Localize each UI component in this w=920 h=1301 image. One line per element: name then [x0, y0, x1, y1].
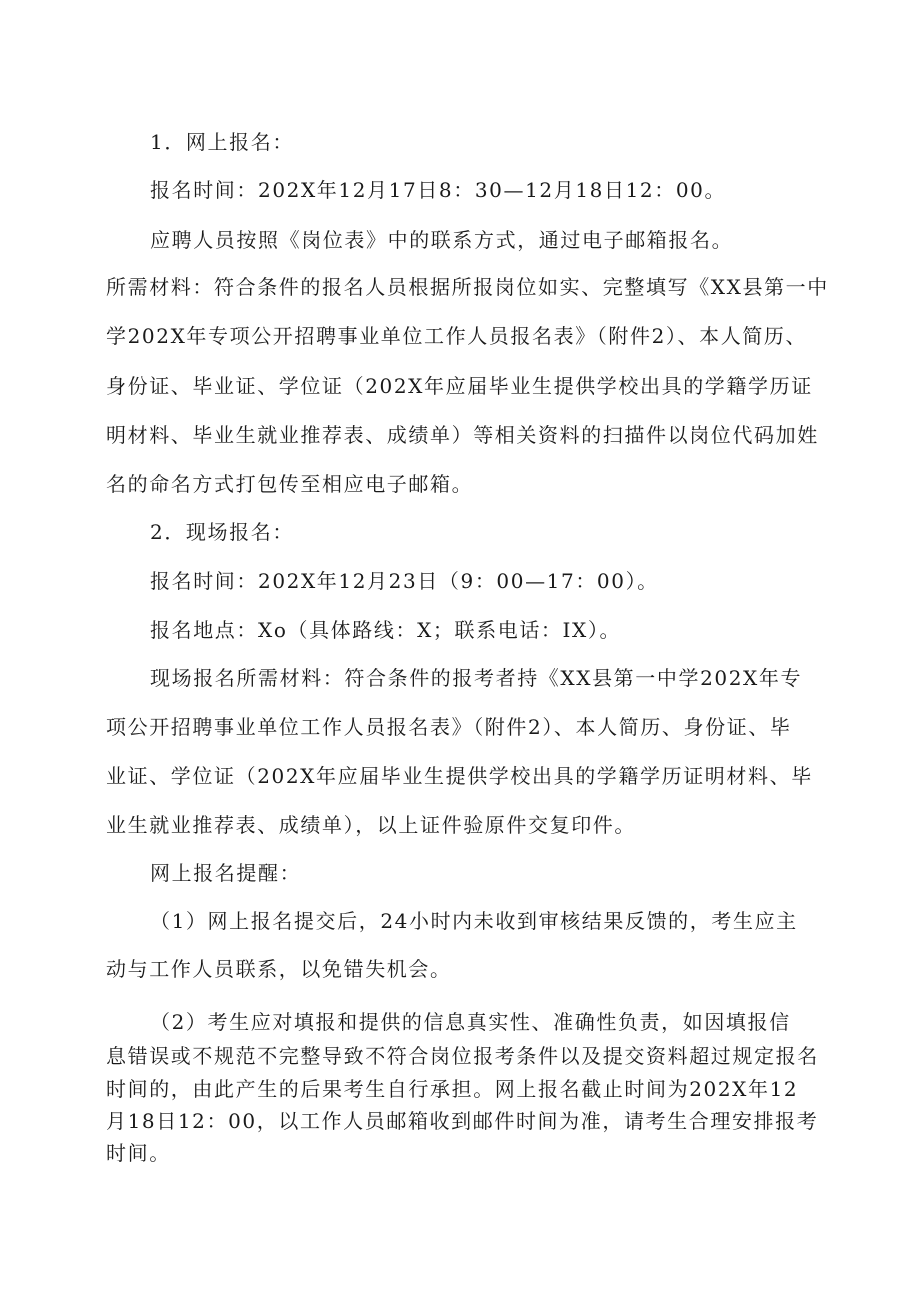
reminder-item-2-line: 时间。	[106, 1141, 171, 1165]
onsite-materials-line: 项公开招聘事业单位工作人员报名表》（附件2）、本人简历、身份证、毕	[106, 715, 792, 739]
onsite-materials-line: 业生就业推荐表、成绩单），以上证件验原件交复印件。	[106, 813, 636, 837]
reminder-item-2-line: 息错误或不规范不完整导致不符合岗位报考条件以及提交资料超过规定报名	[106, 1044, 819, 1068]
reminder-item-2-line: 时间的，由此产生的后果考生自行承担。网上报名截止时间为202X年12	[106, 1077, 799, 1101]
online-registration-time: 报名时间：202X年12月17日8：30—12月18日12：00。	[150, 178, 727, 202]
section-heading-onsite: 2．现场报名：	[150, 520, 294, 544]
onsite-materials-line: 现场报名所需材料：符合条件的报考者持《XX县第一中学202X年专	[150, 666, 803, 690]
reminder-item-1-line: 动与工作人员联系，以免错失机会。	[106, 957, 452, 981]
section-heading-online: 1．网上报名：	[150, 130, 294, 154]
reminder-item-1-line: （1）网上报名提交后，24小时内未收到审核结果反馈的，考生应主	[150, 909, 798, 933]
section-heading-reminder: 网上报名提醒：	[150, 861, 302, 885]
online-registration-method: 应聘人员按照《岗位表》中的联系方式，通过电子邮箱报名。	[150, 228, 734, 252]
online-materials-line: 所需材料：符合条件的报名人员根据所报岗位如实、完整填写《XX县第一中	[106, 275, 829, 299]
online-materials-line: 身份证、毕业证、学位证（202X年应届毕业生提供学校出具的学籍学历证	[106, 374, 813, 398]
reminder-item-2-line: 月18日12：00，以工作人员邮箱收到邮件时间为准，请考生合理安排报考	[106, 1109, 819, 1133]
onsite-registration-location: 报名地点：Xo（具体路线：X；联系电话：IX）。	[150, 618, 622, 642]
online-materials-line: 名的命名方式打包传至相应电子邮箱。	[106, 472, 474, 496]
online-materials-line: 学202X年专项公开招聘事业单位工作人员报名表》（附件2）、本人简历、	[106, 324, 808, 348]
onsite-materials-line: 业证、学位证（202X年应届毕业生提供学校出具的学籍学历证明材料、毕	[106, 764, 813, 788]
online-materials-line: 明材料、毕业生就业推荐表、成绩单）等相关资料的扫描件以岗位代码加姓	[106, 423, 819, 447]
onsite-registration-time: 报名时间：202X年12月23日（9：00—17：00）。	[150, 569, 659, 593]
reminder-item-2-line: （2）考生应对填报和提供的信息真实性、准确性负责，如因填报信	[150, 1010, 791, 1034]
